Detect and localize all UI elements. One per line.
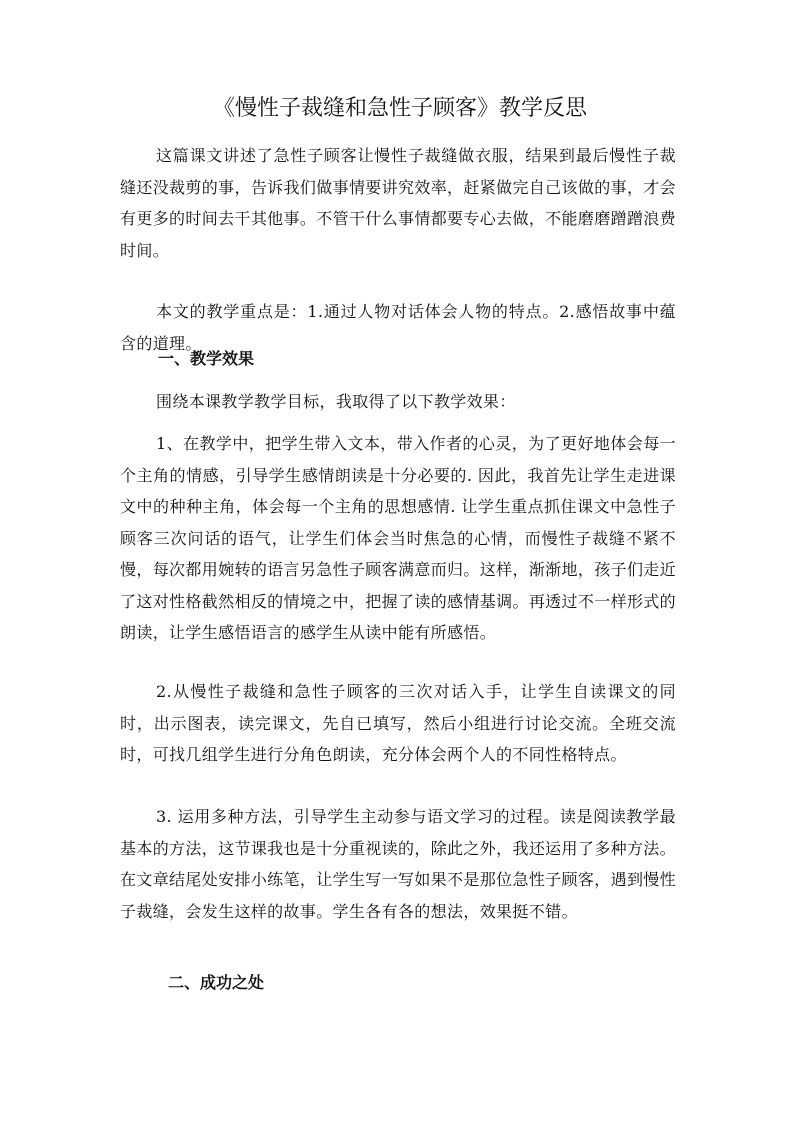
intro-paragraph: 这篇课文讲述了急性子顾客让慢性子裁缝做衣服，结果到最后慢性子裁缝还没裁剪的事，告诉我们做事情要讲究效率，赶紧做完自己该做的事，才会有更多的时间去干其他事。不管干什么事情都要专心去做，不能磨磨蹭蹭浪费时间。 — [120, 146, 676, 260]
effect-intro-paragraph: 围绕本课教学教学目标，我取得了以下教学效果： — [156, 392, 516, 411]
section-heading-successes: 二、成功之处 — [168, 973, 265, 992]
document-title: 《慢性子裁缝和急性子顾客》教学反思 — [212, 96, 587, 121]
effect-point-2-paragraph: 2.从慢性子裁缝和急性子顾客的三次对话入手，让学生自读课文的同时，出示图表，读完课文，先自已填写，然后小组进行讨论交流。全班交流时，可找几组学生进行分角色朗读，充分体会两个人的不同性格特点。 — [120, 682, 676, 764]
section-heading-teaching-effect: 一、教学效果 — [158, 349, 255, 368]
teaching-focus-paragraph: 本文的教学重点是：1.通过人物对话体会人物的特点。2.感悟故事中蕴含的道理。 — [120, 302, 676, 353]
effect-point-3-paragraph: 3. 运用多种方法，引导学生主动参与语文学习的过程。读是阅读教学最基本的方法，这节课我也是十分重视读的，除此之外，我还运用了多种方法。在文章结尾处安排小练笔，让学生写一写如果不是那位急性子顾客，遇到慢性子裁缝，会发生这样的故事。学生各有各的想法，效果挺不错。 — [120, 807, 676, 921]
effect-point-1-paragraph: 1、在教学中，把学生带入文本，带入作者的心灵，为了更好地体会每一个主角的情感，引导学生感情朗读是十分必要的. 因此，我首先让学生走进课文中的种种主角，体会每一个主角的思想感情. 让学生重点抓住课文中急性子顾客三次问话的语气，让学生们体会当时焦急的心情，而慢性子裁缝不紧不慢，每次都用婉转的语言另急性子顾客满意而归。这样，渐渐地，孩子们走近了这对性格截然相反的情境之中，把握了读的感情基调。再透过不一样形式的朗读，让学生感悟语言的感学生从读中能有所感悟。 — [120, 434, 676, 642]
